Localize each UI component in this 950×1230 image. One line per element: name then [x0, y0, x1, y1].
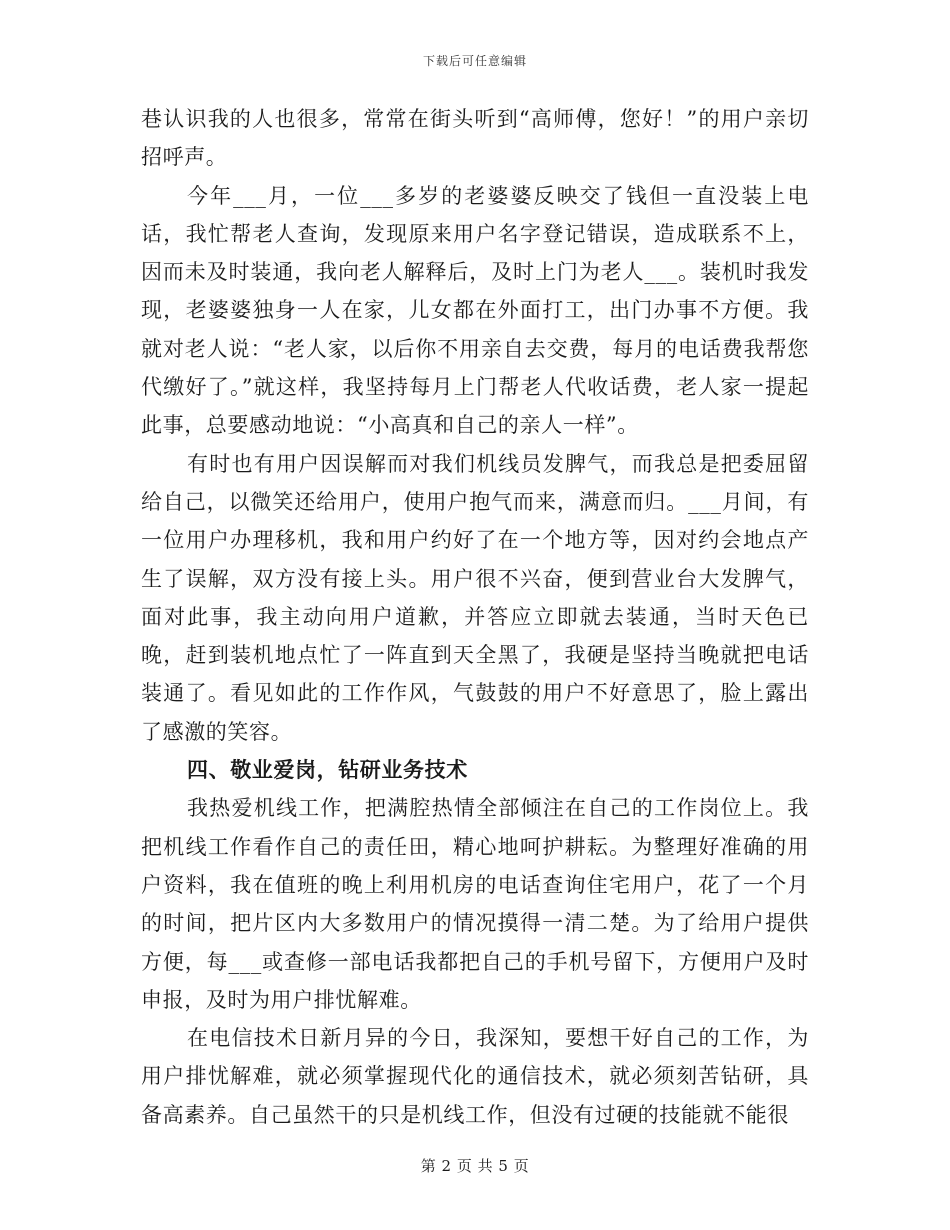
section-heading: 四、敬业爱岗，钻研业务技术	[187, 757, 468, 783]
paragraph-technology: 在电信技术日新月异的今日，我深知，要想干好自己的工作，为用户排忧解难，就必须掌握现代化的通信技术，就必须刻苦钻研，具备高素养。自己虽然干的只是机线工作，但没有过硬的技能就不能很	[141, 1026, 809, 1127]
paragraph-continued: 巷认识我的人也很多，常常在街头听到“高师傅，您好！”的用户亲切招呼声。	[141, 107, 809, 170]
page-number: 第 2 页 共 5 页	[420, 1157, 530, 1175]
header-note: 下载后可任意编辑	[422, 54, 527, 68]
paragraph-misunderstanding: 有时也有用户因误解而对我们机线员发脾气，而我总是把委屈留给自己，以微笑还给用户，使用户抱气而来，满意而归。___月间，有一位用户办理移机，我和用户约好了在一个地方等，因对约会地点产生了误解，双方没有接上头。用户很不兴奋，便到营业台大发脾气，面对此事，我主动向用户道歉，并答应立即就去装通，当时天色已晚，赶到装机地点忙了一阵直到天全黑了，我硬是坚持当晚就把电话装通了。看见如此的工作作风，气鼓鼓的用户不好意思了，脸上露出了感激的笑容。	[141, 451, 809, 744]
paragraph-dedication: 我热爱机线工作，把满腔热情全部倾注在自己的工作岗位上。我把机线工作看作自己的责任田，精心地呵护耕耘。为整理好准确的用户资料，我在值班的晚上利用机房的电话查询住宅用户，花了一个月的时间，把片区内大多数用户的情况摸得一清二楚。为了给用户提供方便，每___或查修一部电话我都把自己的手机号留下，方便用户及时申报，及时为用户排忧解难。	[141, 796, 809, 1012]
document-body	[141, 100, 809, 1134]
paragraph-elderly-customer: 今年___月，一位___多岁的老婆婆反映交了钱但一直没装上电话，我忙帮老人查询，发现原来用户名字登记错误，造成联系不上，因而未及时装通，我向老人解释后，及时上门为老人___。装机时我发现，老婆婆独身一人在家，儿女都在外面打工，出门办事不方便。我就对老人说：“老人家，以后你不用亲自去交费，每月的电话费我帮您代缴好了。”就这样，我坚持每月上门帮老人代收话费，老人家一提起此事，总要感动地说：“小高真和自己的亲人一样”。	[141, 183, 809, 438]
